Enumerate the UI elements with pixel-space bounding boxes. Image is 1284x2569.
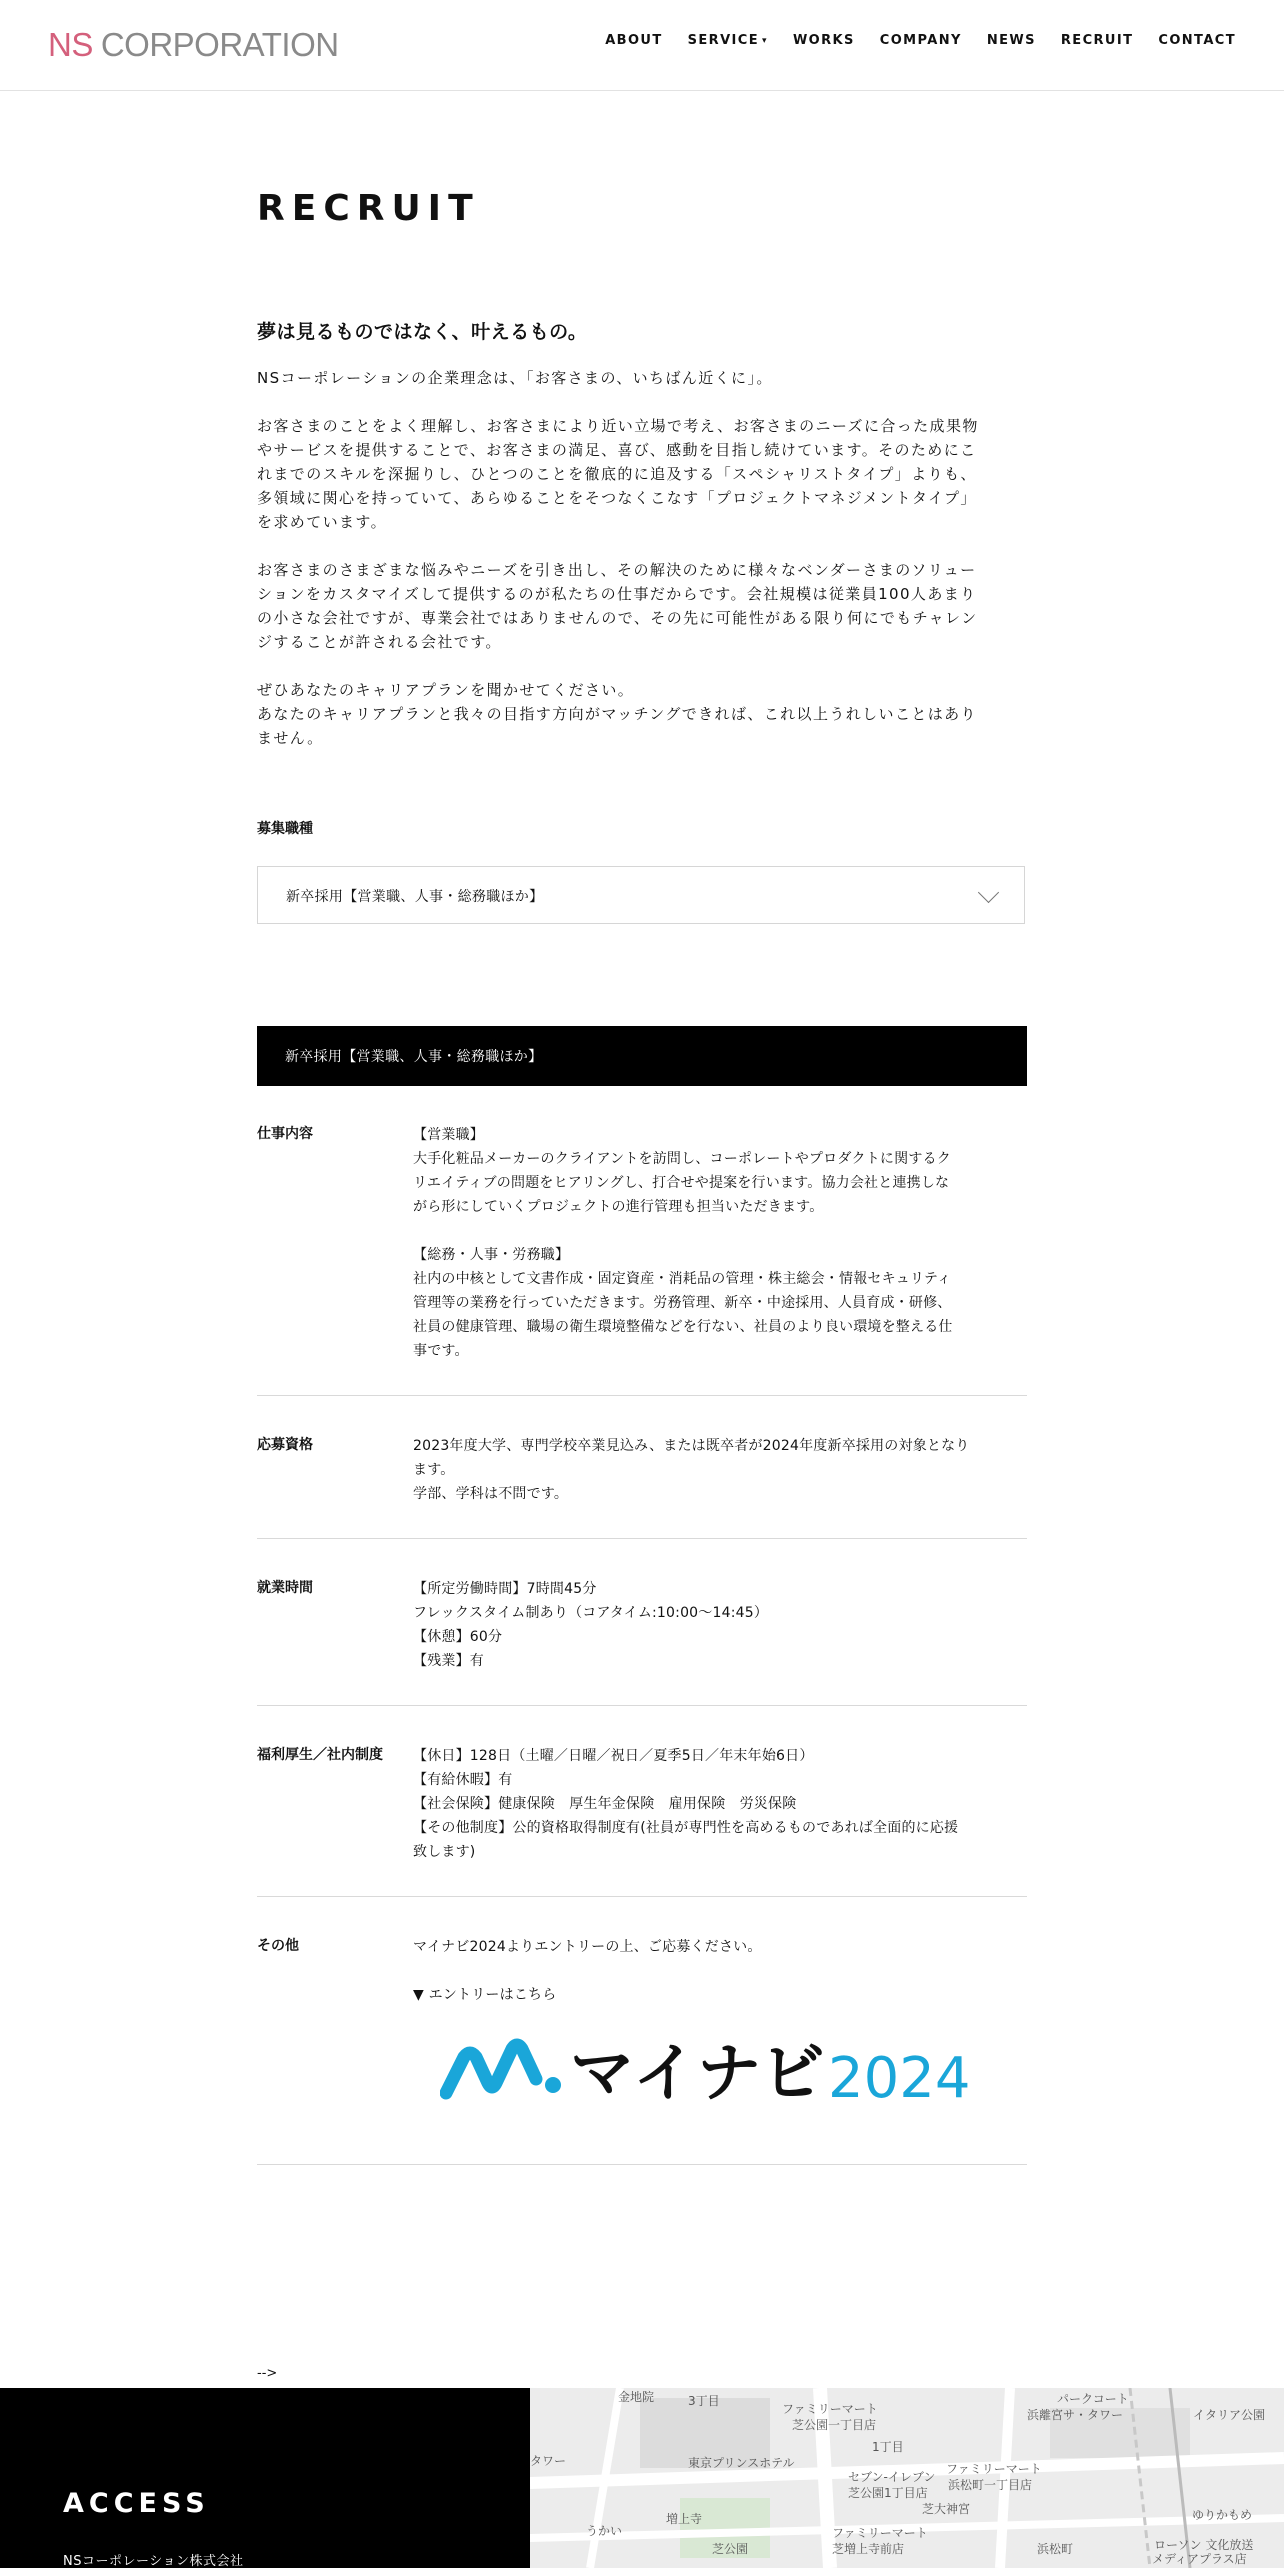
map-label: ローソン 文化放送 [1154,2538,1254,2552]
row-key: 仕事内容 [257,1126,313,1142]
row-value: 【休日】128日（土曜／日曜／祝日／夏季5日／年末年始6日） 【有給休暇】有 【社会保険】健康保険 厚生年金保険 雇用保険 労災保険 【その他制度】公的資格取得制度有(社員が専門性を高めるものであれば全面的に応援 致します) [413,1748,959,1860]
row-key: 就業時間 [257,1580,313,1596]
caret-down-icon: ▾ [762,36,768,46]
access-panel [0,2388,530,2568]
job-detail-row [257,1434,1027,1539]
map-label: 芝大神宮 [922,2502,971,2516]
row-key: 福利厚生／社内制度 [257,1747,383,1763]
main-nav [605,33,1236,48]
intro-text [257,366,1027,774]
intro-paragraph: お客さまのことをよく理解し、お客さまにより近い立場で考え、お客さまのニーズに合った成果物 やサービスを提供することで、お客さまの満足、喜び、感動を目指し続けています。そのためにこ れまでのスキルを深掘りし、ひとつのことを徹底的に追及する「スペシャリストタイプ」よりも、 多領域に関心を持っていて、あらゆることをそつなくこなす「プロジェクトマネジメントタイプ」 を求めています。 [257,417,979,531]
map-label: 芝増上寺前店 [832,2542,905,2556]
logo-corporation-text: CORPORATION [100,26,339,63]
row-key: 応募資格 [257,1437,313,1453]
mynavi-logo-mark-icon [446,2045,536,2093]
map-label: 3丁目 [688,2394,720,2408]
page-title: RECRUIT [257,188,480,229]
row-value: 【所定労働時間】7時間45分 フレックスタイム制あり（コアタイム:10:00～14:45） 【休憩】60分 【残業】有 [413,1581,769,1669]
row-value: 【営業職】 大手化粧品メーカーのクライアントを訪問し、コーポレートやプロダクトに関するク リエイティブの問題をヒアリングし、打合せや提案を行います。協力会社と連携しな がら形にしていくプロジェクトの進行管理も担当いただきます。 【総務・人事・労務職】 社内の中核として文書作成・固定資産・消耗品の管理・株主総会・情報セキュリティ 管理等の業務を行っていただきます。労務管理、新卒・中途採用、人員育成・研修、 社員の健康管理、職場の衛生環境整備などを行ない、社員のより良い環境を整える仕 事です。 [413,1127,953,1359]
row-value: マイナビ2024よりエントリーの上、ご応募ください。 ▼ エントリーはこちら [413,1939,762,2003]
map-label: 増上寺 [666,2512,703,2526]
map-label: 1丁目 [872,2440,904,2454]
job-type-select-value: 新卒採用【営業職、人事・総務職ほか】 [286,889,544,905]
job-type-label: 募集職種 [257,821,313,837]
mynavi-year-text: 2024 [828,2046,971,2107]
logo[interactable] [48,22,339,68]
nav-about[interactable]: ABOUT [605,33,663,48]
nav-service-label: SERVICE [687,33,760,48]
mynavi-logo-dot-icon [545,2077,561,2093]
map-label: セブン-イレブン [848,2470,936,2484]
stray-comment-text: --> [257,2366,278,2381]
map-label: 浜松町 [1037,2542,1074,2556]
mynavi-logo-text: マイナビ [570,2037,825,2107]
nav-service[interactable] [688,33,768,48]
map-label: ファミリーマート [832,2526,928,2540]
map-label: 芝公園 [712,2542,749,2556]
nav-contact[interactable]: CONTACT [1158,33,1236,48]
map-label: イタリア公園 [1193,2408,1266,2422]
nav-news[interactable]: NEWS [986,33,1036,48]
map-label: 浜離宮サ・タワー [1027,2408,1124,2422]
map-label: ファミリーマート [946,2462,1042,2476]
row-value: 2023年度大学、専門学校卒業見込み、または既卒者が2024年度新卒採用の対象となり ます。 学部、学科は不問です。 [413,1438,970,1502]
mynavi-entry-banner[interactable] [440,2027,1000,2107]
map-label: 浜松町一丁目店 [948,2478,1033,2492]
chevron-down-icon [978,882,999,903]
map-label: 金地院 [618,2390,655,2404]
job-detail-row [257,1123,1027,1396]
map-label: 芝公園一丁目店 [792,2418,877,2432]
access-heading: ACCESS [63,2488,210,2519]
nav-works[interactable]: WORKS [792,33,855,48]
catch-copy: 夢は見るものではなく、叶えるもの。 [257,321,588,343]
map-label: ファミリーマート [782,2402,878,2416]
site-header [0,0,1284,91]
map-label: うかい [586,2524,623,2538]
logo-ns-text: NS [48,26,93,63]
company-name: NSコーポレーション株式会社 [63,2554,244,2569]
map-label: メディアプラス店 [1152,2552,1247,2566]
intro-paragraph: NSコーポレーションの企業理念は、「お客さまの、いちばん近くに」。 [257,369,773,387]
job-type-select[interactable] [257,866,1025,924]
job-detail-row [257,1744,1027,1897]
job-detail-row [257,1577,1027,1706]
job-section-header [257,1026,1027,1086]
row-key: その他 [257,1938,299,1954]
nav-recruit[interactable]: RECRUIT [1060,33,1134,48]
map-label: 芝公園1丁目店 [848,2486,928,2500]
intro-paragraph: ぜひあなたのキャリアプランを聞かせてください。 あなたのキャリアプランと我々の目指す方向がマッチングできれば、これ以上うれしいことはあり ません。 [257,681,977,747]
map-label: パークコート [1057,2392,1129,2406]
map-label: ゆりかもめ [1192,2508,1253,2522]
map-label: 東京プリンスホテル [688,2456,795,2470]
map-label: タワー [530,2454,567,2468]
job-section-title: 新卒採用【営業職、人事・総務職ほか】 [285,1049,543,1065]
nav-company[interactable]: COMPANY [879,33,962,48]
access-map[interactable] [530,2388,1284,2568]
intro-paragraph: お客さまのさまざまな悩みやニーズを引き出し、その解決のために様々なベンダーさまのソリュー ションをカスタマイズして提供するのが私たちの仕事だからです。会社規模は従業員100人あまり の小さな会社ですが、専業会社ではありませんので、その先に可能性がある限り何にでもチャレン ジすることが許される会社です。 [257,561,978,651]
